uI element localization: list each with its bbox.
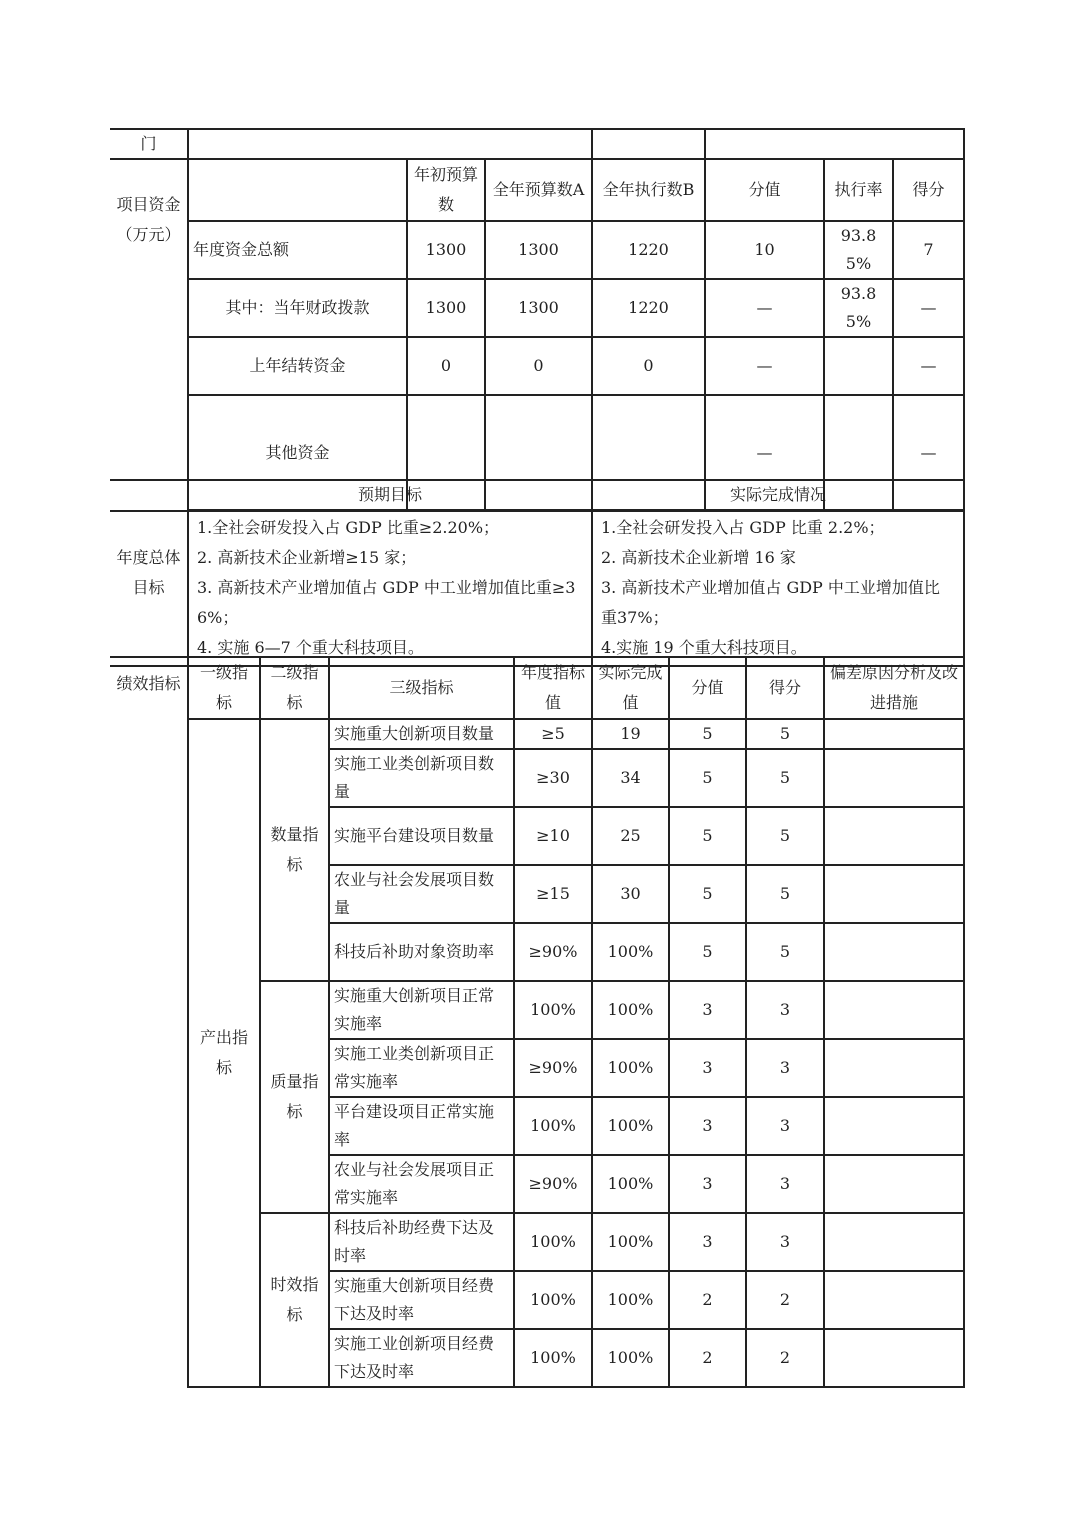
expected-goal-item: 2. 高新技术企业新增≥15 家； xyxy=(197,548,417,567)
funds-cell: — xyxy=(705,337,824,395)
funds-row-label: 其他资金 xyxy=(188,395,407,511)
funds-cell: 7 xyxy=(893,221,964,279)
level1-output-label: 产出指标 xyxy=(188,719,260,1387)
funds-table xyxy=(110,128,965,512)
header-score-value: 分值 xyxy=(705,159,824,221)
funds-cell: 93.85% xyxy=(824,279,893,337)
indicator-score: 5 xyxy=(746,749,824,807)
group-label-quantity: 数量指标 xyxy=(260,719,329,981)
funds-cell: 1300 xyxy=(407,279,485,337)
funds-cell: 1300 xyxy=(407,221,485,279)
indicator-analysis xyxy=(824,1271,964,1329)
indicator-name: 实施工业类创新项目正常实施率 xyxy=(329,1039,514,1097)
annual-goals-table xyxy=(110,479,965,667)
header-level2: 二级指标 xyxy=(260,657,329,719)
indicator-score: 5 xyxy=(746,807,824,865)
indicator-value: 2 xyxy=(669,1329,746,1387)
indicator-actual: 100% xyxy=(592,1097,669,1155)
indicator-value: 5 xyxy=(669,807,746,865)
indicator-score: 2 xyxy=(746,1271,824,1329)
indicator-name: 科技后补助对象资助率 xyxy=(329,923,514,981)
blank-cell xyxy=(705,129,964,159)
indicator-target: ≥30 xyxy=(514,749,592,807)
header-level1: 一级指标 xyxy=(188,657,260,719)
actual-goal-item: 3. 高新技术产业增加值占 GDP 中工业增加值比重37%； xyxy=(601,578,940,627)
indicator-target: ≥10 xyxy=(514,807,592,865)
indicator-analysis xyxy=(824,719,964,749)
indicator-name: 实施工业创新项目经费下达及时率 xyxy=(329,1329,514,1387)
expected-goal-item: 1.全社会研发投入占 GDP 比重≥2.20%； xyxy=(197,518,500,537)
blank-cell xyxy=(110,279,188,337)
funds-cell: 1220 xyxy=(592,279,705,337)
indicator-target: ≥5 xyxy=(514,719,592,749)
funds-row-label: 上年结转资金 xyxy=(188,337,407,395)
indicator-score: 5 xyxy=(746,923,824,981)
funds-cell xyxy=(824,337,893,395)
actual-goals-cell xyxy=(592,510,964,666)
funds-cell: 0 xyxy=(592,337,705,395)
indicator-value: 5 xyxy=(669,749,746,807)
indicator-target: ≥90% xyxy=(514,1039,592,1097)
header-analysis: 偏差原因分析及改进措施 xyxy=(824,657,964,719)
header-initial-budget: 年初预算数 xyxy=(407,159,485,221)
blank-cell xyxy=(592,129,705,159)
indicator-score: 3 xyxy=(746,1039,824,1097)
expected-goals-header: 预期目标 xyxy=(188,480,592,510)
indicator-target: ≥90% xyxy=(514,923,592,981)
funds-cell: 0 xyxy=(407,337,485,395)
funds-cell: 10 xyxy=(705,221,824,279)
blank-header-cell xyxy=(188,159,407,221)
funds-row-label: 年度资金总额 xyxy=(188,221,407,279)
header-exec-rate: 执行率 xyxy=(824,159,893,221)
actual-goals-header: 实际完成情况 xyxy=(592,480,964,510)
indicator-name: 科技后补助经费下达及时率 xyxy=(329,1213,514,1271)
funds-cell: — xyxy=(893,395,964,511)
indicator-analysis xyxy=(824,1329,964,1387)
indicator-analysis xyxy=(824,1039,964,1097)
indicator-actual: 19 xyxy=(592,719,669,749)
dept-tail-cell xyxy=(110,129,188,159)
indicator-analysis xyxy=(824,1213,964,1271)
indicator-actual: 100% xyxy=(592,981,669,1039)
indicator-target: 100% xyxy=(514,1097,592,1155)
indicator-analysis xyxy=(824,923,964,981)
header-actual: 实际完成值 xyxy=(592,657,669,719)
actual-goal-item: 2. 高新技术企业新增 16 家 xyxy=(601,548,796,567)
funds-cell: — xyxy=(705,279,824,337)
funds-cell: — xyxy=(893,279,964,337)
actual-goal-item: 1.全社会研发投入占 GDP 比重 2.2%； xyxy=(601,518,885,537)
indicator-analysis xyxy=(824,1097,964,1155)
indicator-score: 2 xyxy=(746,1329,824,1387)
funds-cell: 1300 xyxy=(485,279,592,337)
indicator-name: 农业与社会发展项目数量 xyxy=(329,865,514,923)
group-label-timeliness: 时效指标 xyxy=(260,1213,329,1387)
indicator-actual: 100% xyxy=(592,923,669,981)
indicator-actual: 34 xyxy=(592,749,669,807)
funds-cell: — xyxy=(893,337,964,395)
indicator-value: 3 xyxy=(669,1039,746,1097)
header-score: 得分 xyxy=(893,159,964,221)
indicator-value: 3 xyxy=(669,981,746,1039)
expected-goal-item: 3. 高新技术产业增加值占 GDP 中工业增加值比重≥36%； xyxy=(197,578,576,627)
indicator-value: 3 xyxy=(669,1213,746,1271)
indicator-target: 100% xyxy=(514,1329,592,1387)
blank-cell xyxy=(110,337,188,395)
indicator-value: 5 xyxy=(669,923,746,981)
funds-section-label: 项目资金（万元） xyxy=(110,159,188,279)
indicator-analysis xyxy=(824,749,964,807)
indicator-score: 5 xyxy=(746,719,824,749)
funds-cell: 1220 xyxy=(592,221,705,279)
indicator-score: 3 xyxy=(746,1097,824,1155)
indicator-value: 5 xyxy=(669,865,746,923)
header-level3: 三级指标 xyxy=(329,657,514,719)
header-full-year-budget: 全年预算数A xyxy=(485,159,592,221)
indicator-name: 农业与社会发展项目正常实施率 xyxy=(329,1155,514,1213)
expected-goals-cell xyxy=(188,510,592,666)
indicator-score: 3 xyxy=(746,1213,824,1271)
indicator-name: 实施重大创新项目正常实施率 xyxy=(329,981,514,1039)
blank-cell xyxy=(188,129,592,159)
indicator-name: 平台建设项目正常实施率 xyxy=(329,1097,514,1155)
indicator-actual: 100% xyxy=(592,1155,669,1213)
indicator-actual: 100% xyxy=(592,1271,669,1329)
header-score: 得分 xyxy=(746,657,824,719)
indicator-target: 100% xyxy=(514,981,592,1039)
indicator-target: ≥90% xyxy=(514,1155,592,1213)
header-target: 年度指标值 xyxy=(514,657,592,719)
indicator-target: 100% xyxy=(514,1213,592,1271)
funds-cell: 93.85% xyxy=(824,221,893,279)
funds-cell: 1300 xyxy=(485,221,592,279)
indicators-table xyxy=(110,656,965,1388)
indicator-actual: 100% xyxy=(592,1039,669,1097)
indicator-analysis xyxy=(824,981,964,1039)
funds-cell: — xyxy=(705,395,824,511)
header-executed: 全年执行数B xyxy=(592,159,705,221)
group-label-quality: 质量指标 xyxy=(260,981,329,1213)
indicator-target: 100% xyxy=(514,1271,592,1329)
indicator-analysis xyxy=(824,1155,964,1213)
funds-cell: 0 xyxy=(485,337,592,395)
funds-row-label: 其中：当年财政拨款 xyxy=(188,279,407,337)
header-value: 分值 xyxy=(669,657,746,719)
indicator-value: 5 xyxy=(669,719,746,749)
indicator-actual: 25 xyxy=(592,807,669,865)
indicator-target: ≥15 xyxy=(514,865,592,923)
indicator-score: 3 xyxy=(746,981,824,1039)
indicator-score: 5 xyxy=(746,865,824,923)
indicator-score: 3 xyxy=(746,1155,824,1213)
actual-goal-item: 4.实施 19 个重大科技项目。 xyxy=(601,638,807,657)
indicator-name: 实施重大创新项目经费下达及时率 xyxy=(329,1271,514,1329)
goals-section-label: 年度总体目标 xyxy=(110,480,188,666)
indicator-value: 2 xyxy=(669,1271,746,1329)
indicator-name: 实施工业类创新项目数量 xyxy=(329,749,514,807)
indicator-name: 实施平台建设项目数量 xyxy=(329,807,514,865)
indicator-value: 3 xyxy=(669,1155,746,1213)
indicator-value: 3 xyxy=(669,1097,746,1155)
indicator-analysis xyxy=(824,807,964,865)
expected-goal-item: 4. 实施 6—7 个重大科技项目。 xyxy=(197,638,424,657)
indicator-analysis xyxy=(824,865,964,923)
indicators-section-label: 绩效指标 xyxy=(110,657,188,1387)
dept-tail-text: 门 xyxy=(140,134,157,153)
indicator-actual: 100% xyxy=(592,1213,669,1271)
indicator-name: 实施重大创新项目数量 xyxy=(329,719,514,749)
indicator-actual: 30 xyxy=(592,865,669,923)
indicator-actual: 100% xyxy=(592,1329,669,1387)
